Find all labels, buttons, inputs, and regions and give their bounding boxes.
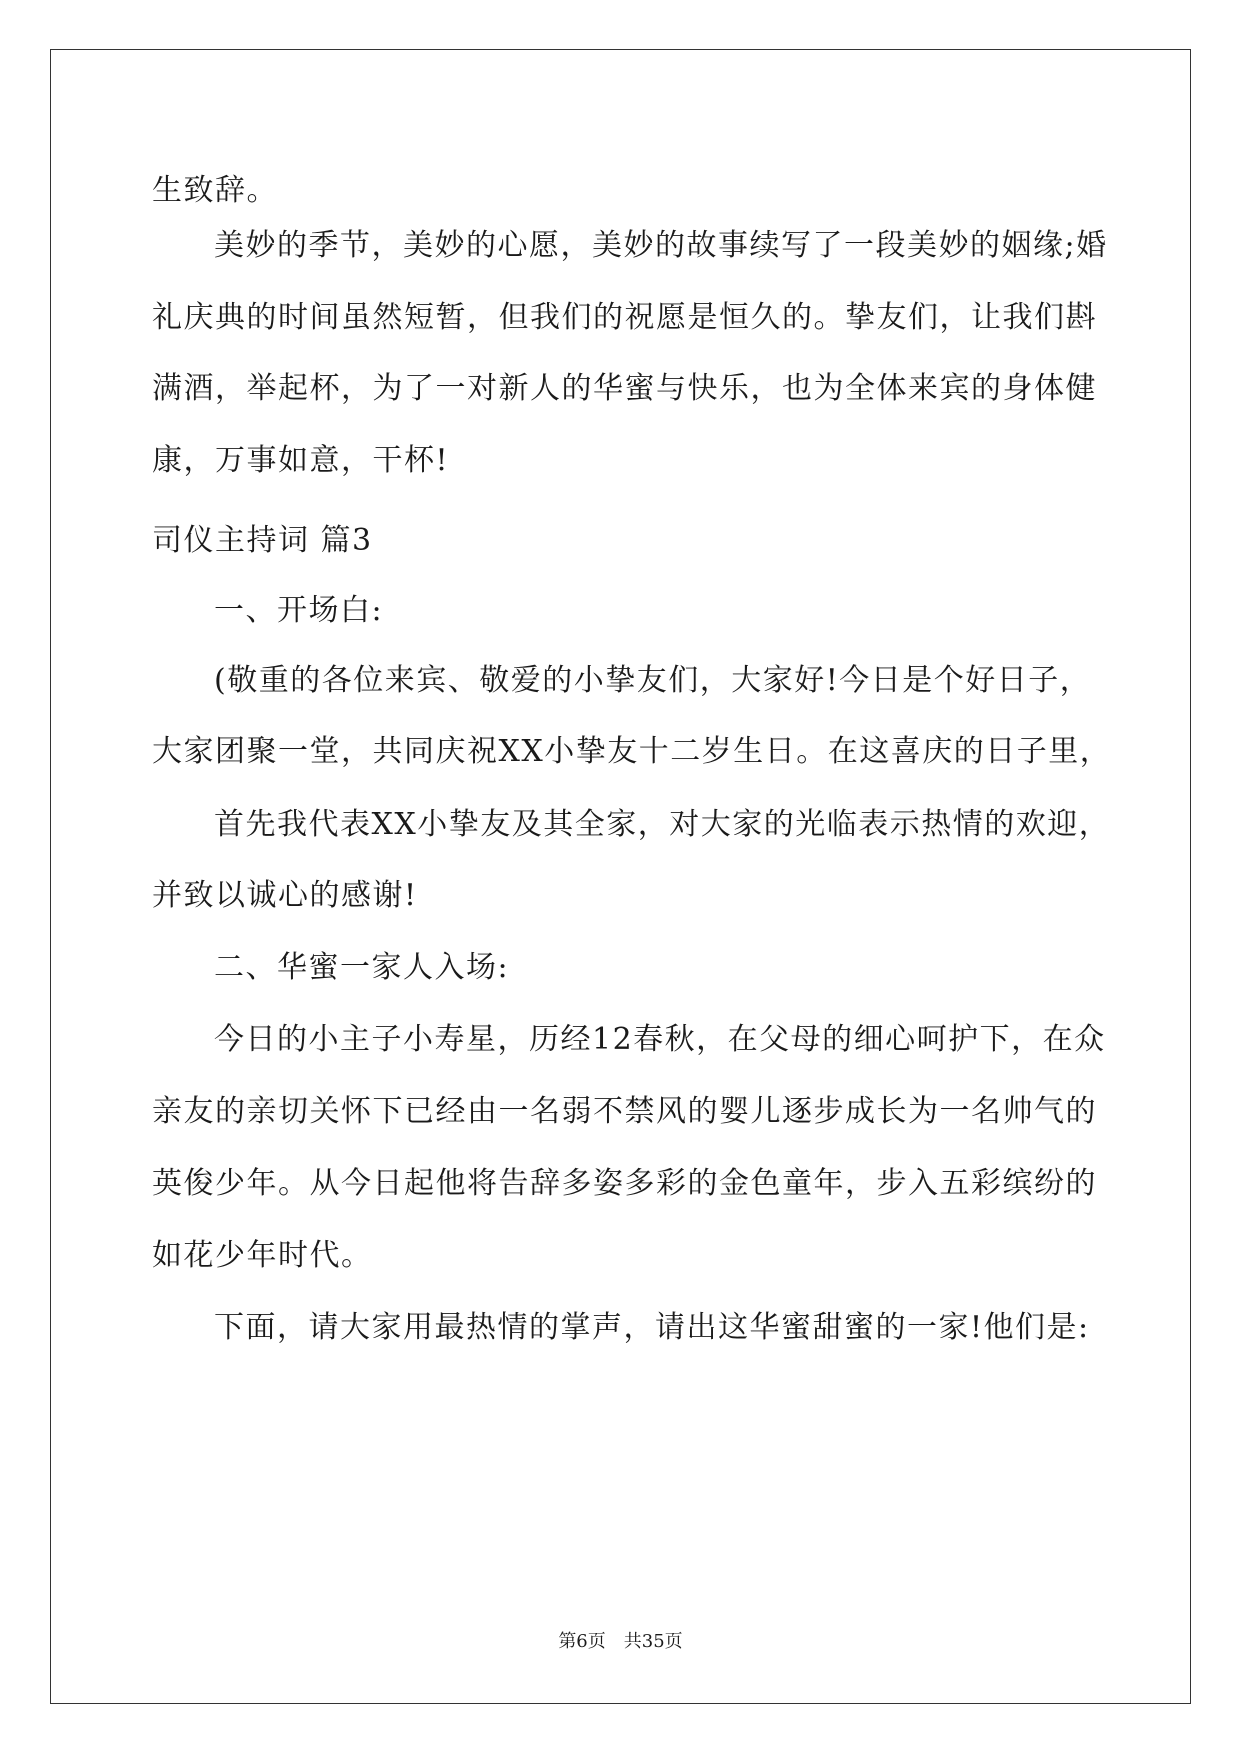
text-line: 礼庆典的时间虽然短暂，但我们的祝愿是恒久的。挚友们，让我们斟	[152, 300, 1097, 335]
section-heading: 司仪主持词 篇3	[152, 523, 373, 558]
text-line: 英俊少年。从今日起他将告辞多姿多彩的金色童年，步入五彩缤纷的	[152, 1166, 1097, 1201]
text-line: 今日的小主子小寿星，历经12春秋，在父母的细心呵护下，在众	[214, 1022, 1106, 1057]
text-line: 并致以诚心的感谢!	[152, 878, 418, 913]
text-line: 下面，请大家用最热情的掌声，请出这华蜜甜蜜的一家!他们是:	[214, 1310, 1090, 1345]
text-line: 大家团聚一堂，共同庆祝XX小挚友十二岁生日。在这喜庆的日子里，	[152, 734, 1112, 769]
text-line: 如花少年时代。	[152, 1238, 373, 1273]
text-line: 一、开场白:	[214, 593, 384, 628]
text-line: 首先我代表XX小挚友及其全家，对大家的光临表示热情的欢迎，	[214, 807, 1111, 842]
text-line: 满酒，举起杯，为了一对新人的华蜜与快乐，也为全体来宾的身体健	[152, 371, 1097, 406]
text-line: 美妙的季节，美妙的心愿，美妙的故事续写了一段美妙的姻缘;婚	[214, 228, 1108, 263]
text-line: (敬重的各位来宾、敬爱的小挚友们，大家好!今日是个好日子，	[214, 663, 1092, 698]
page-number-footer: 第6页 共35页	[558, 1631, 683, 1652]
text-line: 亲友的亲切关怀下已经由一名弱不禁风的婴儿逐步成长为一名帅气的	[152, 1094, 1097, 1129]
text-line: 二、华蜜一家人入场:	[214, 950, 510, 985]
text-line: 康，万事如意，干杯!	[152, 443, 450, 478]
text-line: 生致辞。	[152, 173, 278, 208]
